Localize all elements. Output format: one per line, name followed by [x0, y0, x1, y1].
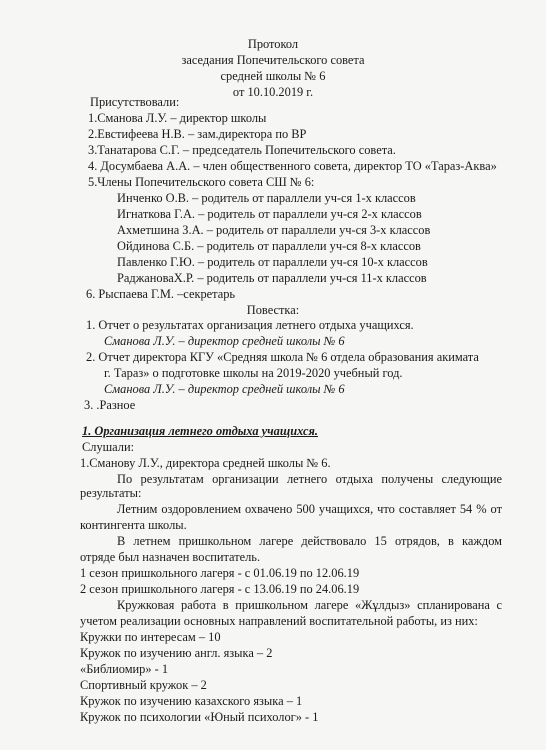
agenda-item: 3. .Разное: [84, 398, 136, 412]
paragraph-line: Летним оздоровлением охвачено 500 учащихся, что составляет 54 % от: [117, 502, 502, 516]
club-item: Кружок по психологии «Юный психолог» - 1: [80, 710, 319, 724]
listened-label: Слушали:: [82, 440, 135, 454]
council-member: Ойдинова С.Б. – родитель от параллели уч-ся 8-х классов: [117, 239, 421, 253]
attendee-item: 2.Евстифеева Н.В. – зам.директора по ВР: [88, 127, 307, 141]
council-member: Павленко Г.Ю. – родитель от параллели уч-ся 10-х классов: [117, 255, 428, 269]
paragraph-line: контингента школы.: [80, 518, 187, 532]
protocol-subtitle: заседания Попечительского совета: [181, 53, 365, 67]
club-item: Кружок по изучению англ. языка – 2: [80, 646, 273, 660]
paragraph-line: отряде был назначен воспитатель.: [80, 550, 261, 564]
council-member: Игнаткова Г.А. – родитель от параллели уч-ся 2-х классов: [117, 207, 422, 221]
agenda-item: 2. Отчет директора КГУ «Средняя школа № 6 отдела образования акимата: [86, 350, 479, 364]
club-item: Спортивный кружок – 2: [80, 678, 207, 692]
agenda-speaker: Сманова Л.У. – директор средней школы № 6: [104, 334, 345, 348]
paragraph-line: результаты:: [80, 486, 142, 500]
paragraph-line: учетом реализации основных направлений воспитательной работы, из них:: [80, 614, 478, 628]
attendee-item: 1.Сманова Л.У. – директор школы: [88, 111, 267, 125]
secretary-line: 6. Рыспаева Г.М. –секретарь: [86, 287, 236, 301]
speaker-line: 1.Сманову Л.У., директора средней школы № 6.: [80, 456, 331, 470]
protocol-date: от 10.10.2019 г.: [232, 85, 314, 99]
attendee-item: 5.Члены Попечительского совета СШ № 6:: [88, 175, 315, 189]
protocol-title: Протокол: [247, 37, 299, 51]
club-item: Кружки по интересам – 10: [80, 630, 221, 644]
club-item: «Библиомир» - 1: [80, 662, 169, 676]
agenda-item: 1. Отчет о результатах организация летнего отдыха учащихся.: [86, 318, 414, 332]
camp-season: 1 сезон пришкольного лагеря - с 01.06.19 по 12.06.19: [80, 566, 360, 580]
agenda-heading: Повестка:: [246, 303, 300, 317]
agenda-item-continued: г. Тараз» о подготовке школы на 2019-2020 учебный год.: [104, 366, 403, 380]
council-member: Ахметшина З.А. – родитель от параллели уч-ся 3-х классов: [117, 223, 431, 237]
paragraph-line: По результатам организации летнего отдыха получены следующие: [117, 472, 502, 486]
attendee-item: 4. Досумбаева А.А. – член общественного совета, директор ТО «Тараз-Аква»: [88, 159, 497, 173]
paragraph-line: В летнем пришкольном лагере действовало 15 отрядов, в каждом: [117, 534, 502, 548]
council-member: Инченко О.В. – родитель от параллели уч-ся 1-х классов: [117, 191, 416, 205]
council-member: РаджановаХ.Р. – родитель от параллели уч-ся 11-х классов: [117, 271, 427, 285]
camp-season: 2 сезон пришкольного лагеря - с 13.06.19 по 24.06.19: [80, 582, 360, 596]
attendee-item: 3.Танатарова С.Г. – председатель Попечительского совета.: [88, 143, 396, 157]
school-name: средней школы № 6: [220, 69, 326, 83]
paragraph-line: Кружковая работа в пришкольном лагере «Жұлдыз» спланирована с: [117, 598, 502, 612]
club-item: Кружок по изучению казахского языка – 1: [80, 694, 303, 708]
section-heading: 1. Организация летнего отдыха учащихся.: [82, 424, 318, 438]
attendees-heading: Присутствовали:: [90, 95, 180, 109]
agenda-speaker: Сманова Л.У. – директор средней школы № 6: [104, 382, 345, 396]
